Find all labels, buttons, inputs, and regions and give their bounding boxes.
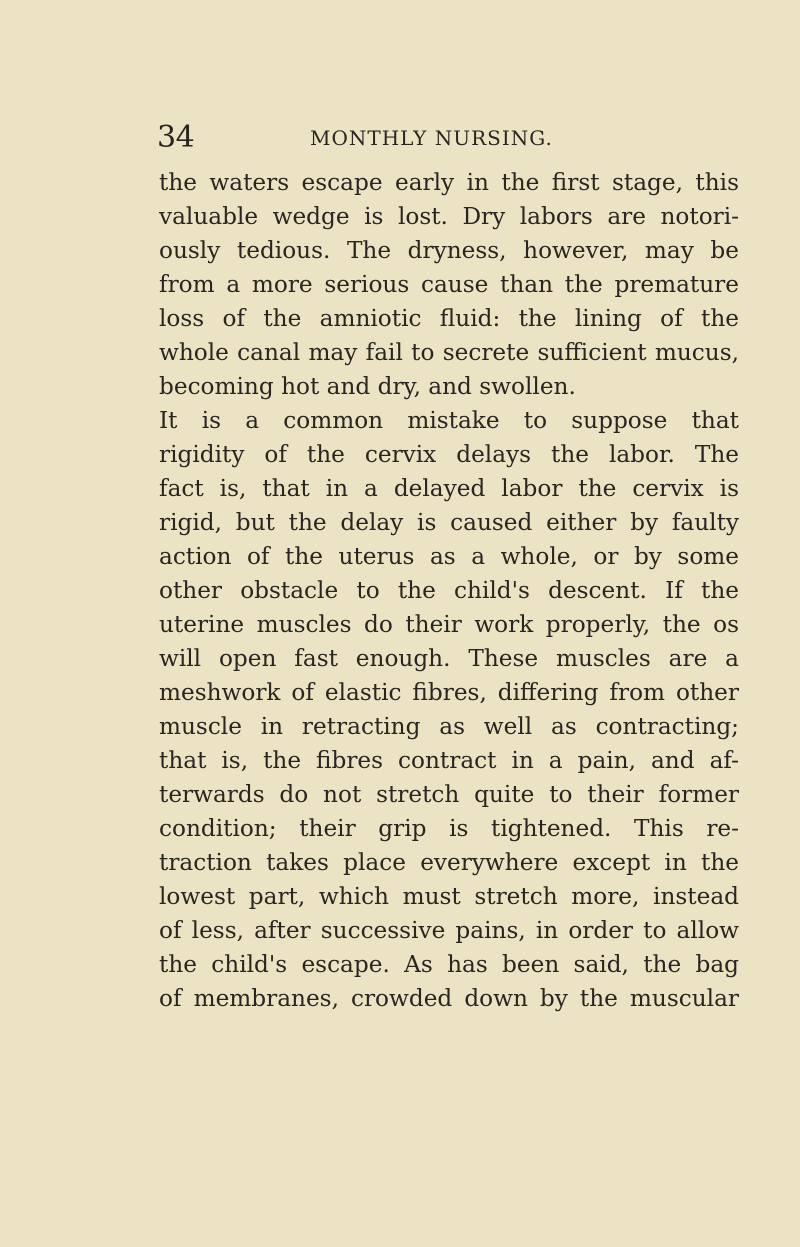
text-line: ously tedious. The dryness, however, may be xyxy=(159,237,739,264)
text-line: lowest part, which must stretch more, instead xyxy=(159,883,739,910)
text-line: rigid, but the delay is caused either by faulty xyxy=(159,509,739,536)
running-head: MONTHLY NURSING. xyxy=(310,126,553,150)
text-line: terwards do not stretch quite to their former xyxy=(159,781,739,808)
text-line: becoming hot and dry, and swollen. xyxy=(159,373,576,400)
page-header xyxy=(0,118,800,158)
text-line: meshwork of elastic fibres, differing from other xyxy=(159,679,739,706)
body-text xyxy=(159,166,739,1016)
text-line: other obstacle to the child's descent. If the xyxy=(159,577,739,604)
text-line: the child's escape. As has been said, the bag xyxy=(159,951,739,978)
page-number: 34 xyxy=(157,120,195,155)
text-line: the waters escape early in the first stage, this xyxy=(159,169,739,196)
text-line: condition; their grip is tightened. This re- xyxy=(159,815,739,842)
text-line: It is a common mistake to suppose that xyxy=(159,407,739,434)
text-line: whole canal may fail to secrete sufficient mucus, xyxy=(159,339,739,366)
text-line: action of the uterus as a whole, or by some xyxy=(159,543,739,570)
text-line: from a more serious cause than the premature xyxy=(159,271,739,298)
text-line: that is, the fibres contract in a pain, and af- xyxy=(159,747,739,774)
text-line: will open fast enough. These muscles are a xyxy=(159,645,739,672)
text-line: traction takes place everywhere except in the xyxy=(159,849,739,876)
text-line: valuable wedge is lost. Dry labors are notori- xyxy=(159,203,739,230)
text-line: fact is, that in a delayed labor the cervix is xyxy=(159,475,739,502)
text-line: loss of the amniotic fluid: the lining of the xyxy=(159,305,739,332)
text-line: uterine muscles do their work properly, the os xyxy=(159,611,739,638)
text-line: of membranes, crowded down by the muscular xyxy=(159,985,739,1012)
text-line: rigidity of the cervix delays the labor. The xyxy=(159,441,739,468)
text-line: muscle in retracting as well as contracting; xyxy=(159,713,739,740)
text-line: of less, after successive pains, in order to allow xyxy=(159,917,739,944)
